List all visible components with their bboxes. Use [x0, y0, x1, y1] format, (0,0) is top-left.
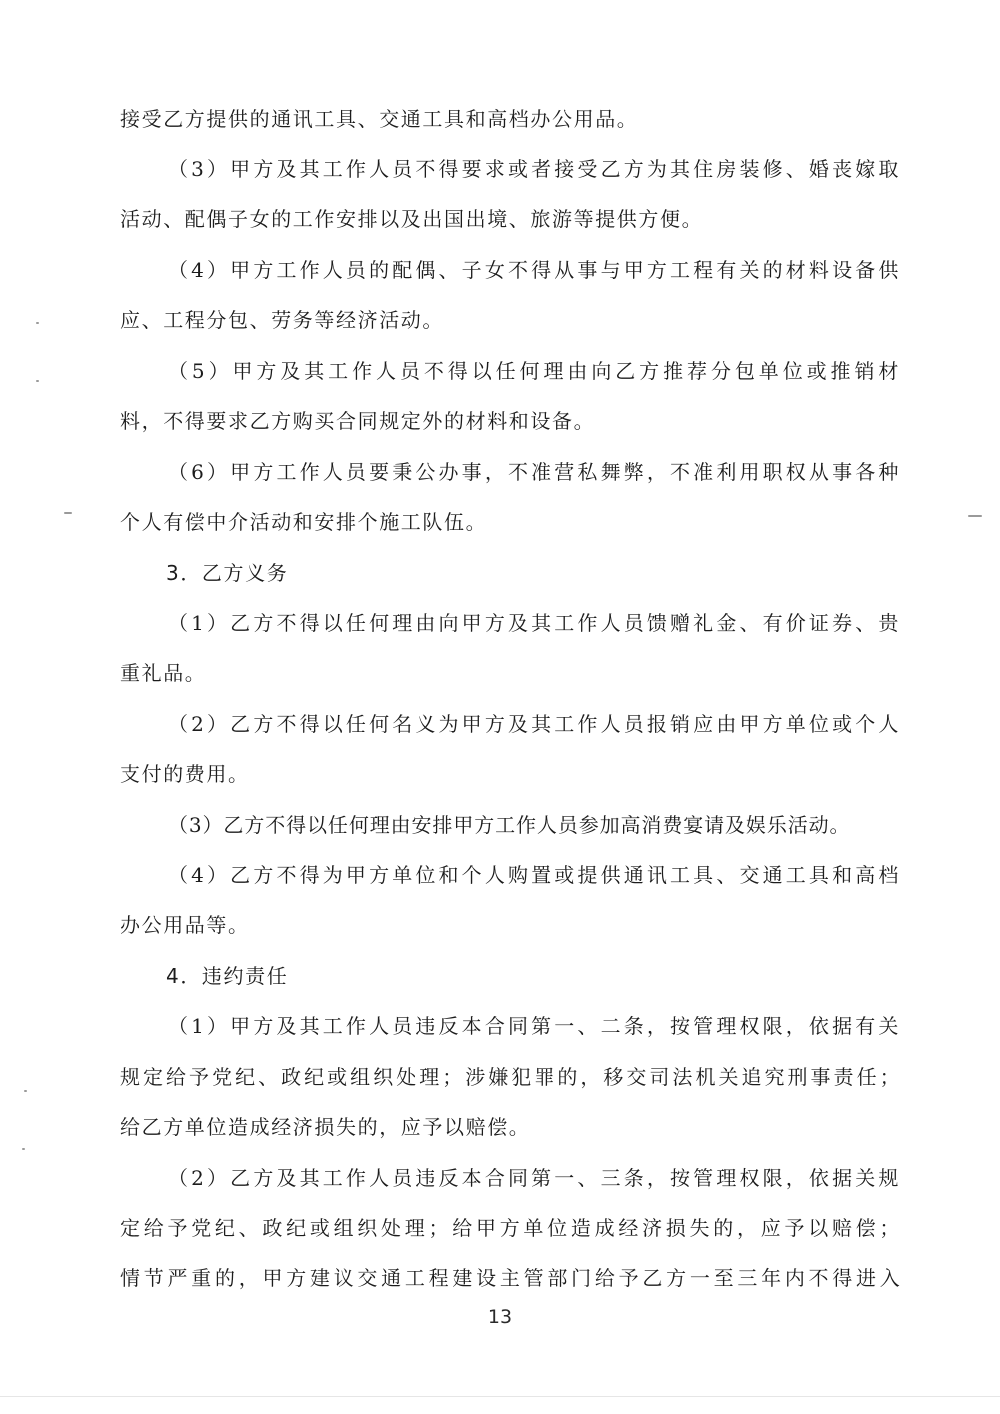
- scan-speck: [24, 1090, 27, 1092]
- paragraph-line: （5）甲方及其工作人员不得以任何理由向乙方推荐分包单位或推销材: [168, 359, 900, 383]
- paragraph-line: （3）甲方及其工作人员不得要求或者接受乙方为其住房装修、婚丧嫁取: [168, 157, 900, 181]
- paragraph-line: 定给予党纪、政纪或组织处理；给甲方单位造成经济损失的，应予以赔偿；: [120, 1216, 900, 1240]
- scan-speck: [36, 322, 39, 324]
- paragraph-line: 接受乙方提供的通讯工具、交通工具和高档办公用品。: [120, 107, 639, 131]
- paragraph-line: （3）乙方不得以任何理由安排甲方工作人员参加高消费宴请及娱乐活动。: [168, 813, 851, 837]
- paragraph-line: 应、工程分包、劳务等经济活动。: [120, 308, 444, 332]
- section-heading: 3．乙方义务: [166, 561, 289, 585]
- section-heading: 4．违约责任: [166, 964, 289, 988]
- paragraph-line: 重礼品。: [120, 661, 207, 685]
- paragraph-line: 办公用品等。: [120, 913, 250, 937]
- scan-edge: [0, 1396, 1000, 1397]
- paragraph-line: 情节严重的，甲方建议交通工程建设主管部门给予乙方一至三年内不得进入: [120, 1266, 900, 1290]
- paragraph-line: （4）乙方不得为甲方单位和个人购置或提供通讯工具、交通工具和高档: [168, 863, 900, 887]
- paragraph-line: 活动、配偶子女的工作安排以及出国出境、旅游等提供方便。: [120, 207, 704, 231]
- paragraph-line: （4）甲方工作人员的配偶、子女不得从事与甲方工程有关的材料设备供: [168, 258, 900, 282]
- scan-speck: [64, 512, 72, 514]
- paragraph-line: （1）乙方不得以任何理由向甲方及其工作人员馈赠礼金、有价证券、贵: [168, 611, 900, 635]
- scan-speck: [36, 380, 39, 382]
- page-number: 13: [487, 1306, 513, 1328]
- paragraph-line: （2）乙方不得以任何名义为甲方及其工作人员报销应由甲方单位或个人: [168, 712, 900, 736]
- scan-speck: [22, 1148, 25, 1150]
- paragraph-line: （6）甲方工作人员要秉公办事，不准营私舞弊，不准利用职权从事各种: [168, 460, 900, 484]
- paragraph-line: 规定给予党纪、政纪或组织处理；涉嫌犯罪的，移交司法机关追究刑事责任；: [120, 1065, 900, 1089]
- paragraph-line: 支付的费用。: [120, 762, 250, 786]
- paragraph-line: （2）乙方及其工作人员违反本合同第一、三条，按管理权限，依据关规: [168, 1166, 900, 1190]
- paragraph-line: 个人有偿中介活动和安排个施工队伍。: [120, 510, 488, 534]
- scan-speck: [968, 515, 982, 517]
- paragraph-line: 料，不得要求乙方购买合同规定外的材料和设备。: [120, 409, 596, 433]
- paragraph-line: （1）甲方及其工作人员违反本合同第一、二条，按管理权限，依据有关: [168, 1014, 900, 1038]
- paragraph-line: 给乙方单位造成经济损失的，应予以赔偿。: [120, 1115, 531, 1139]
